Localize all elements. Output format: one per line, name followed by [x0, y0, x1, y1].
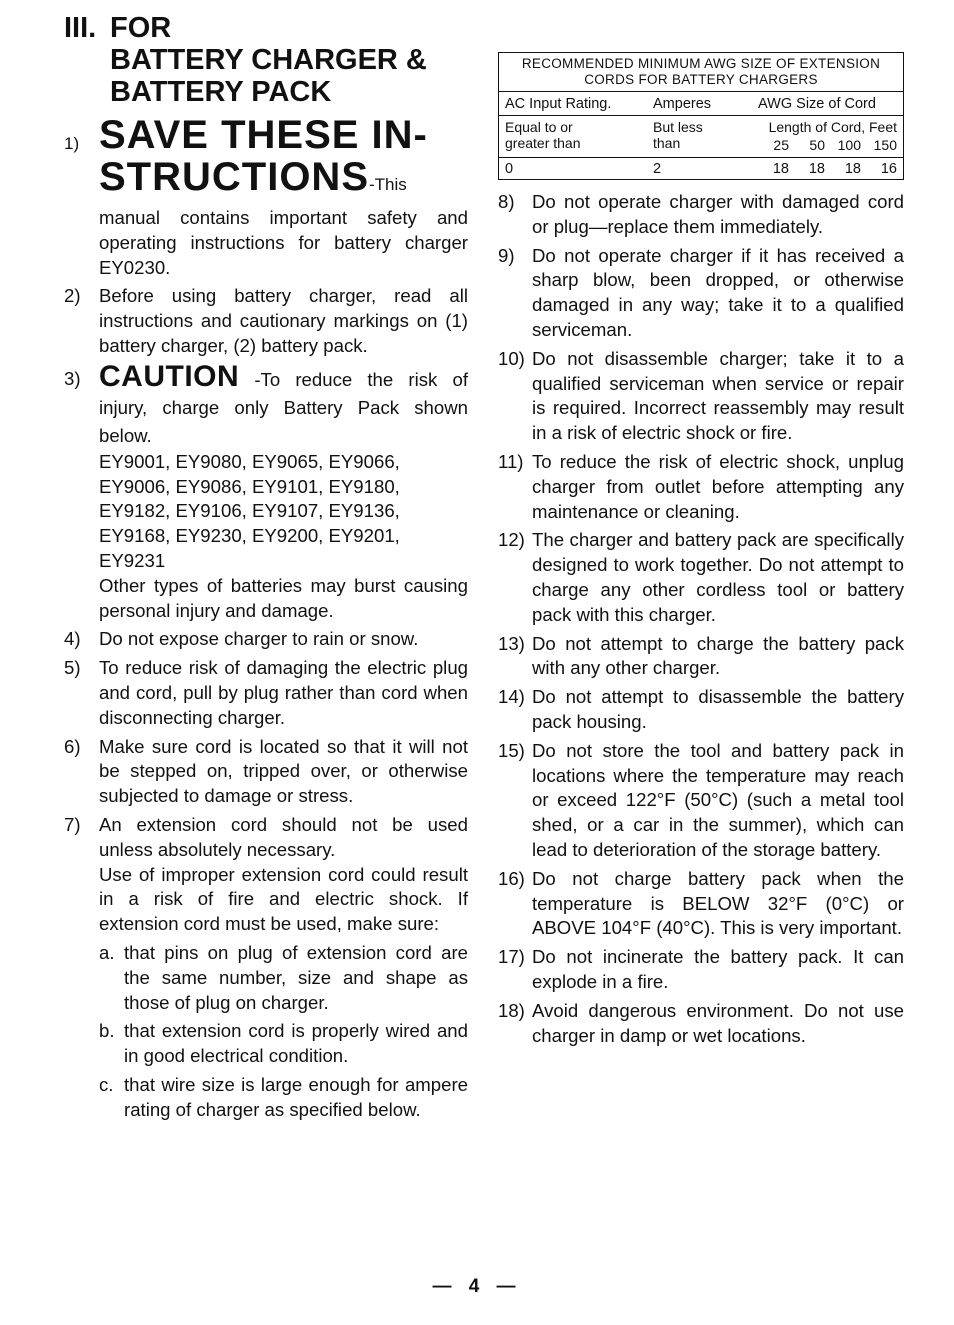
item-text: An extension cord should not be used unless absolutely necessary.: [99, 813, 468, 860]
subheader-than: than: [653, 135, 681, 151]
sub-item-text: that wire size is large enough for ampere rating of charger as specified below.: [124, 1073, 468, 1120]
item-text: Use of improper extension cord could result in a risk of fire and electric shock. If extension cord must be used, make sure:: [99, 863, 468, 935]
caution-intro: -To reduce the risk of injury, charge only Battery Pack shown below.: [99, 368, 468, 446]
instruction-item-6: [64, 735, 468, 809]
table-header-row: [499, 92, 903, 116]
table-cell: 16: [880, 161, 897, 177]
item-number: 13): [498, 632, 525, 654]
item-number: 1): [64, 134, 80, 153]
sub-item-letter: a.: [99, 941, 115, 963]
item-text: Do not operate charger with damaged cord or plug—replace them immediately.: [532, 191, 904, 237]
length-cell: 150: [873, 137, 897, 153]
table-subheader-row: [499, 116, 903, 158]
item-number: 12): [498, 529, 525, 551]
item-text: Do not charge battery pack when the temperature is BELOW 32°F (0°C) or ABOVE 104°F (40°C). This is very important.: [532, 867, 904, 939]
item-text: Do not disassemble charger; take it to a qualified serviceman when service or repair is required. Incorrect reassembly may result in a risk of electric shock or fire.: [532, 347, 904, 444]
page-number: — 4 —: [432, 1276, 522, 1297]
item-number: 7): [64, 813, 81, 835]
table-cell: 0: [505, 161, 514, 177]
subheader-length: Length of Cord, Feet: [768, 119, 897, 135]
sub-item-text: that pins on plug of extension cord are the same number, size and shape as those of plug on charger.: [124, 941, 468, 1013]
sub-item-c: [99, 1073, 468, 1123]
instruction-item-3: [64, 359, 468, 624]
item-text: Do not attempt to charge the battery pack with any other charger.: [532, 632, 904, 679]
instruction-item-16: [498, 867, 904, 941]
item-text: The charger and battery pack are specifically designed to work together. Do not attempt to charge any other cordless tool or battery pack with this charger.: [532, 529, 904, 625]
header-awg-size: AWG Size of Cord: [758, 96, 876, 112]
length-values: [737, 137, 897, 153]
item-text: Do not incinerate the battery pack. It can explode in a fire.: [532, 946, 904, 992]
item-text: To reduce the risk of electric shock, unplug charger from outlet before attempting any maintenance or cleaning.: [532, 450, 904, 522]
save-title-tail: -This: [369, 175, 407, 194]
item-number: 3): [64, 367, 81, 389]
header-ac-input: AC Input Rating.: [505, 96, 612, 112]
item-number: 16): [498, 867, 525, 889]
item-text: Do not attempt to disassemble the battery pack housing.: [532, 686, 904, 732]
table-row: [499, 158, 903, 179]
item-number: 15): [498, 739, 525, 761]
sub-item-letter: c.: [99, 1073, 114, 1095]
section-heading-line2: BATTERY CHARGER &: [110, 44, 427, 76]
length-cell: 50: [809, 137, 825, 153]
sub-item-a: [99, 941, 468, 1015]
item-text: To reduce risk of damaging the electric plug and cord, pull by plug rather than cord when disconnecting charger.: [99, 657, 468, 728]
item-number: 8): [498, 191, 515, 212]
section-heading: [64, 12, 468, 108]
section-heading-line1: FOR: [110, 12, 172, 44]
item-number: 14): [498, 686, 525, 708]
sub-item-b: [99, 1019, 468, 1069]
instruction-item-15: [498, 739, 904, 863]
table-cell: 18: [808, 161, 825, 177]
item-number: 17): [498, 946, 525, 968]
caution-warning: Other types of batteries may burst causing personal injury and damage.: [99, 574, 468, 621]
item-number: 11): [498, 450, 524, 472]
instruction-item-18: [498, 999, 904, 1049]
sub-item-letter: b.: [99, 1020, 115, 1042]
instruction-item-10: [498, 347, 904, 446]
item-number: 18): [498, 999, 525, 1021]
table-cell: 18: [844, 161, 861, 177]
section-numeral: III.: [64, 12, 97, 44]
instruction-item-4: [64, 627, 468, 652]
table-cell: 18: [772, 161, 789, 177]
save-instructions-title: [99, 114, 468, 206]
instruction-item-13: [498, 632, 904, 682]
item-number: 6): [64, 735, 81, 757]
instruction-item-5: [64, 656, 468, 730]
instruction-item-14: [498, 685, 904, 735]
battery-model-list: EY9001, EY9080, EY9065, EY9066, EY9006, EY9086, EY9101, EY9180, EY9182, EY9106, EY9107, EY9136, EY9168, EY9230, EY9200, EY9201, EY9231: [99, 450, 400, 571]
item-number: 9): [498, 244, 515, 266]
item-text: Do not operate charger if it has received a sharp blow, been dropped, or otherwise damaged in any way; take it to a qualified serviceman.: [532, 244, 904, 340]
instruction-item-12: [498, 528, 904, 627]
save-title-line1: SAVE THESE IN-: [99, 113, 428, 157]
length-cell: 25: [773, 137, 789, 153]
length-cell: 100: [837, 137, 861, 153]
subheader-greater: greater than: [505, 135, 581, 151]
section-heading-line3: BATTERY PACK: [110, 76, 332, 108]
instruction-item-17: [498, 945, 904, 995]
table-title: RECOMMENDED MINIMUM AWG SIZE OF EXTENSION CORDS FOR BATTERY CHARGERS: [499, 53, 903, 92]
right-column: [498, 52, 904, 1052]
instruction-item-2: [64, 284, 468, 358]
caution-title: CAUTION: [99, 359, 240, 393]
instruction-item-8: [498, 190, 904, 240]
item-number: 10): [498, 347, 525, 369]
item-text: Do not store the tool and battery pack in locations where the temperature may reach or exceed 122°F (50°C) (such a metal tool shed, or a car in the summer), which can lead to deterioration of the storage battery.: [532, 739, 904, 860]
item-number: 2): [64, 285, 81, 307]
awg-table: [498, 52, 904, 180]
header-amperes: Amperes: [653, 96, 712, 112]
instruction-item-1: [64, 114, 468, 280]
item-text: Do not expose charger to rain or snow.: [99, 628, 419, 650]
left-column: [64, 12, 468, 1127]
item-number: 5): [64, 657, 81, 679]
subheader-equal: Equal to or: [505, 119, 573, 135]
item-text: Make sure cord is located so that it will not be stepped on, tripped over, or otherwise subjected to damage or stress.: [99, 735, 468, 807]
save-title-line2: STRUCTIONS: [99, 155, 369, 199]
instruction-item-7: [64, 813, 468, 1123]
item-text: Avoid dangerous environment. Do not use charger in damp or wet locations.: [532, 999, 904, 1046]
instruction-item-11: [498, 450, 904, 524]
item-text: manual contains important safety and operating instructions for battery charger EY0230.: [99, 207, 468, 278]
item-text: Before using battery charger, read all instructions and cautionary markings on (1) battery charger, (2) battery pack.: [99, 285, 468, 356]
subheader-but-less: But less: [653, 119, 703, 135]
instruction-item-9: [498, 244, 904, 343]
sub-item-text: that extension cord is properly wired and in good electrical condition.: [124, 1020, 468, 1067]
item-number: 4): [64, 628, 81, 650]
table-cell: 2: [653, 161, 662, 177]
